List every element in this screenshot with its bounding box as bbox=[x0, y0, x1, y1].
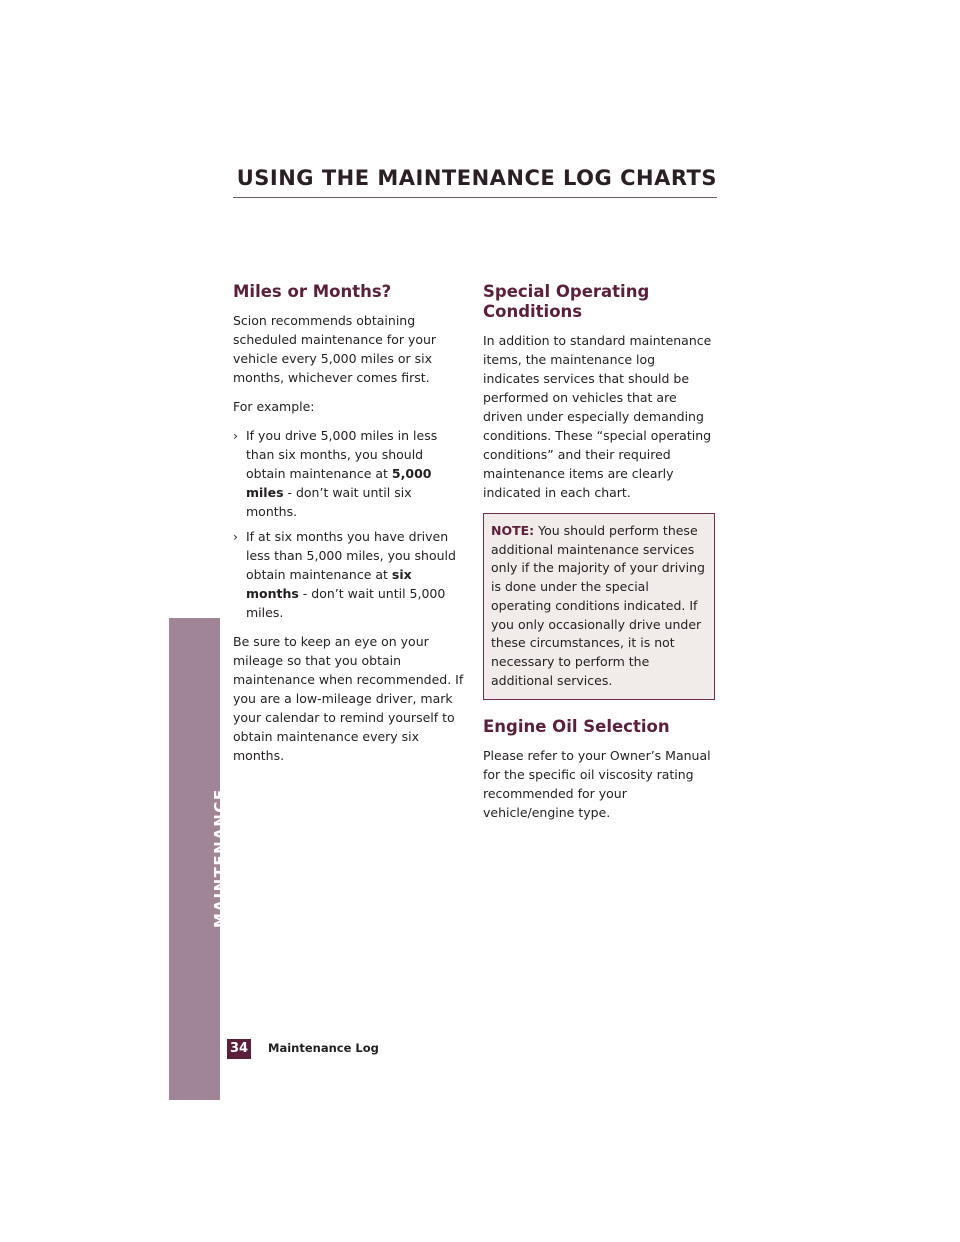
special-conditions-heading: Special Operating Conditions bbox=[483, 282, 650, 321]
sidebar-label: MAINTENANCE bbox=[211, 788, 229, 928]
header-divider bbox=[233, 197, 717, 198]
bullet-text: If you drive 5,000 miles in less than six months, you should obtain maintenance at bbox=[246, 428, 438, 481]
note-box bbox=[483, 513, 715, 700]
intro-paragraph: Scion recommends obtaining scheduled maintenance for your vehicle every 5,000 miles or six months, whichever comes first. bbox=[233, 313, 437, 385]
left-column bbox=[233, 282, 465, 775]
page-title: USING THE MAINTENANCE LOG CHARTS bbox=[236, 166, 717, 190]
example-list bbox=[233, 426, 465, 622]
list-item bbox=[233, 527, 465, 622]
footer-section-label: Maintenance Log bbox=[268, 1041, 379, 1055]
list-item bbox=[233, 426, 465, 521]
right-column bbox=[483, 282, 715, 832]
engine-oil-paragraph: Please refer to your Owner’s Manual for the specific oil viscosity rating recommended for your vehicle/engine type. bbox=[483, 748, 711, 821]
bullet-text: If at six months you have driven less than 5,000 miles, you should obtain maintenance at bbox=[246, 529, 456, 582]
bullet-text: - don’t wait until 5,000 miles. bbox=[246, 586, 446, 620]
special-conditions-paragraph: In addition to standard maintenance items, the maintenance log indicates services that should be performed on vehicles that are driven under especially demanding conditions. These “special operating conditions” and their required maintenance items are clearly indicated in each chart. bbox=[483, 333, 712, 500]
miles-or-months-heading: Miles or Months? bbox=[233, 282, 392, 301]
bullet-emphasis: 5,000 miles bbox=[246, 466, 432, 500]
bullet-text: - don’t wait until six months. bbox=[246, 485, 412, 519]
page-number: 34 bbox=[227, 1039, 251, 1059]
example-label: For example: bbox=[233, 399, 315, 414]
chevron-right-icon: › bbox=[233, 428, 238, 443]
bullet-emphasis: six months bbox=[246, 567, 412, 601]
chevron-right-icon: › bbox=[233, 529, 238, 544]
closing-paragraph: Be sure to keep an eye on your mileage so that you obtain maintenance when recommended. If you are a low-mileage driver, mark your calendar to remind yourself to obtain maintenance every six months. bbox=[233, 634, 464, 763]
note-text: You should perform these additional maintenance services only if the majority of your driving is done under the special operating conditions indicated. If you only occasionally drive under these circumstances, it is not necessary to perform the additional services. bbox=[491, 523, 705, 688]
engine-oil-heading: Engine Oil Selection bbox=[483, 717, 670, 737]
note-label: NOTE: bbox=[491, 523, 535, 538]
